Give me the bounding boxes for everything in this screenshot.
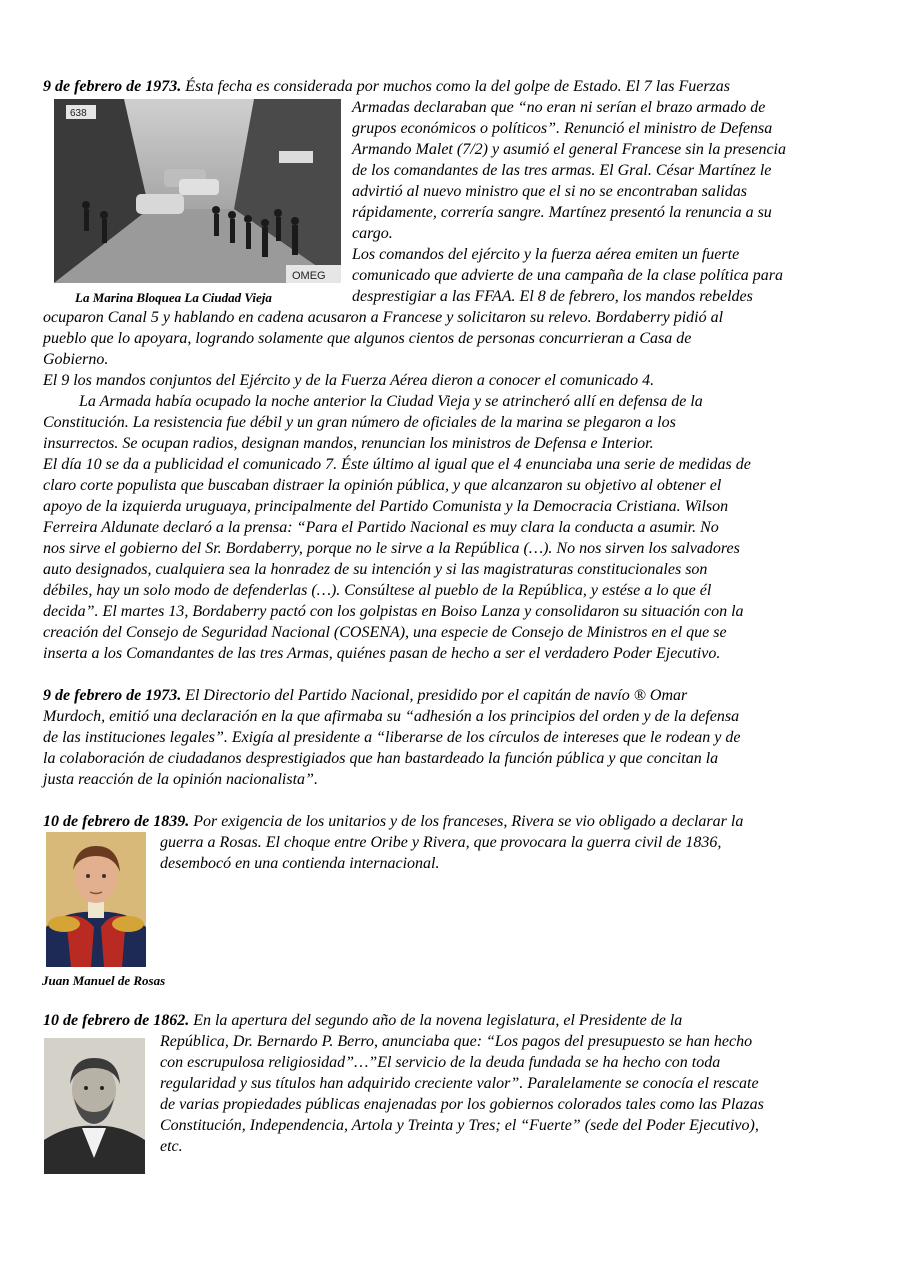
text-line: Gobierno. xyxy=(43,351,109,368)
street-photo xyxy=(54,99,341,283)
rosas-portrait xyxy=(46,832,146,967)
street-photo-caption: La Marina Bloquea La Ciudad Vieja xyxy=(75,290,272,305)
text-line: con escrupulosa religiosidad”…”El servicio de la deuda fundada se ha hecho con toda xyxy=(160,1054,721,1071)
text-line: pueblo que lo apoyara, logrando solamente que algunos cientos de personas concurrieran a Casa de xyxy=(43,330,692,347)
text-line: cargo. xyxy=(352,225,393,242)
text-line: Ferreira Aldunate declaró a la prensa: “Para el Partido Nacional es muy clara la conducta a asumir. No xyxy=(43,519,719,536)
text-line: claro corte populista que buscaban distraer la opinión pública, y que alcanzaron su objetivo al obtener el xyxy=(43,477,722,494)
text-line: regularidad y sus títulos han adquirido creciente valor”. Paralelamente se conocía el rescate xyxy=(160,1075,759,1092)
text-line: etc. xyxy=(160,1138,183,1155)
entry-date: 9 de febrero de 1973. xyxy=(43,78,182,95)
text-line: rápidamente, correría sangre. Martínez presentó la renuncia a su xyxy=(352,204,772,221)
text-line: Constitución, Independencia, Artola y Treinta y Tres; el “Fuerte” (sede del Poder Ejecutivo), xyxy=(160,1117,759,1134)
entry-date: 9 de febrero de 1973. xyxy=(43,687,182,704)
text-line: El día 10 se da a publicidad el comunicado 7. Éste último al igual que el 4 enunciaba una serie de medidas de xyxy=(43,456,751,473)
text-line: nos sirve el gobierno del Sr. Bordaberry, porque no le sirve a la República (…). No nos sirven los salvadores xyxy=(43,540,740,557)
text-line: apoyo de la izquierda uruguaya, principalmente del Partido Comunista y la Democracia Cristiana. Wilson xyxy=(43,498,729,515)
text-line: inserta a los Comandantes de las tres Armas, quiénes pasan de hecho a ser el verdadero Poder Ejecutivo. xyxy=(43,645,721,662)
text-line: justa reacción de la opinión nacionalista”. xyxy=(43,771,318,788)
text-line: la colaboración de ciudadanos desprestigiados que han bastardeado la función pública y que concitan la xyxy=(43,750,719,767)
text-line: La Armada había ocupado la noche anterior la Ciudad Vieja y se atrincheró allí en defensa de la xyxy=(79,393,703,410)
text-line: grupos económicos o políticos”. Renunció el ministro de Defensa xyxy=(352,120,773,137)
text-line: Murdoch, emitió una declaración en la que afirmaba su “adhesión a los principios del orden y de la defensa xyxy=(43,708,740,725)
text-line: Armando Malet (7/2) y asumió el general Francese sin la presencia xyxy=(352,141,786,158)
rosas-portrait-caption: Juan Manuel de Rosas xyxy=(42,973,166,988)
text-line: guerra a Rosas. El choque entre Oribe y Rivera, que provocara la guerra civil de 1836, xyxy=(160,834,722,851)
svg-text:OMEG: OMEG xyxy=(292,270,326,282)
text-line: de los comandantes de las tres armas. El Gral. César Martínez le xyxy=(352,162,772,179)
text-line: decida”. El martes 13, Bordaberry pactó con los golpistas en Boiso Lanza y consolidaron su situación con la xyxy=(43,603,744,620)
text-line: desprestigiar a las FFAA. El 8 de febrero, los mandos rebeldes xyxy=(352,288,753,305)
text-line: comunicado que advierte de una campaña de la clase política para xyxy=(352,267,784,284)
berro-portrait xyxy=(44,1038,145,1174)
text-line: Armadas declaraban que “no eran ni serían el brazo armado de xyxy=(352,99,766,116)
text-line: advirtió al nuevo ministro que el si no se encontraban salidas xyxy=(352,183,747,200)
text-line: Constitución. La resistencia fue débil y un gran número de oficiales de la marina se plegaron a los xyxy=(43,414,676,431)
text-line: desembocó en una contienda internacional. xyxy=(160,855,440,872)
text-line: El 9 los mandos conjuntos del Ejército y de la Fuerza Aérea dieron a conocer el comunicado 4. xyxy=(43,372,655,389)
text-line: de las instituciones legales”. Exigía al presidente a “liberarse de los círculos de intereses que le rodean y de xyxy=(43,729,741,746)
text-line: auto designados, cualquiera sea la honradez de su intención y si las magistraturas constitucionales son xyxy=(43,561,708,578)
text-line: 9 de febrero de 1973. Ésta fecha es considerada por muchos como la del golpe de Estado. El 7 las Fuerzas xyxy=(43,78,731,95)
entry-date: 10 de febrero de 1862. xyxy=(43,1012,190,1029)
text-line: de varias propiedades públicas enajenadas por los gobiernos colorados tales como las Plazas xyxy=(160,1096,764,1113)
text-line: 10 de febrero de 1862. En la apertura del segundo año de la novena legislatura, el Presidente de la xyxy=(43,1012,683,1029)
text-line: 10 de febrero de 1839. Por exigencia de los unitarios y de los franceses, Rivera se vio obligado a declarar la xyxy=(43,813,744,830)
entry-date: 10 de febrero de 1839. xyxy=(43,813,190,830)
text-line: débiles, hay un solo modo de defenderlas (…). Consúltese al pueblo de la República, y estése a lo que él xyxy=(43,582,712,599)
text-line: 9 de febrero de 1973. El Directorio del Partido Nacional, presidido por el capitán de navío ® Omar xyxy=(43,687,688,704)
svg-text:638: 638 xyxy=(70,108,87,119)
text-line: República, Dr. Bernardo P. Berro, anunciaba que: “Los pagos del presupuesto se han hecho xyxy=(160,1033,753,1050)
text-line: Los comandos del ejército y la fuerza aérea emiten un fuerte xyxy=(352,246,740,263)
text-line: ocuparon Canal 5 y hablando en cadena acusaron a Francese y solicitaron su relevo. Bordaberry pidió al xyxy=(43,309,724,326)
text-line: insurrectos. Se ocupan radios, designan mandos, renuncian los ministros de Defensa e Interior. xyxy=(43,435,654,452)
text-line: creación del Consejo de Seguridad Nacional (COSENA), una especie de Consejo de Ministros en el que se xyxy=(43,624,727,641)
